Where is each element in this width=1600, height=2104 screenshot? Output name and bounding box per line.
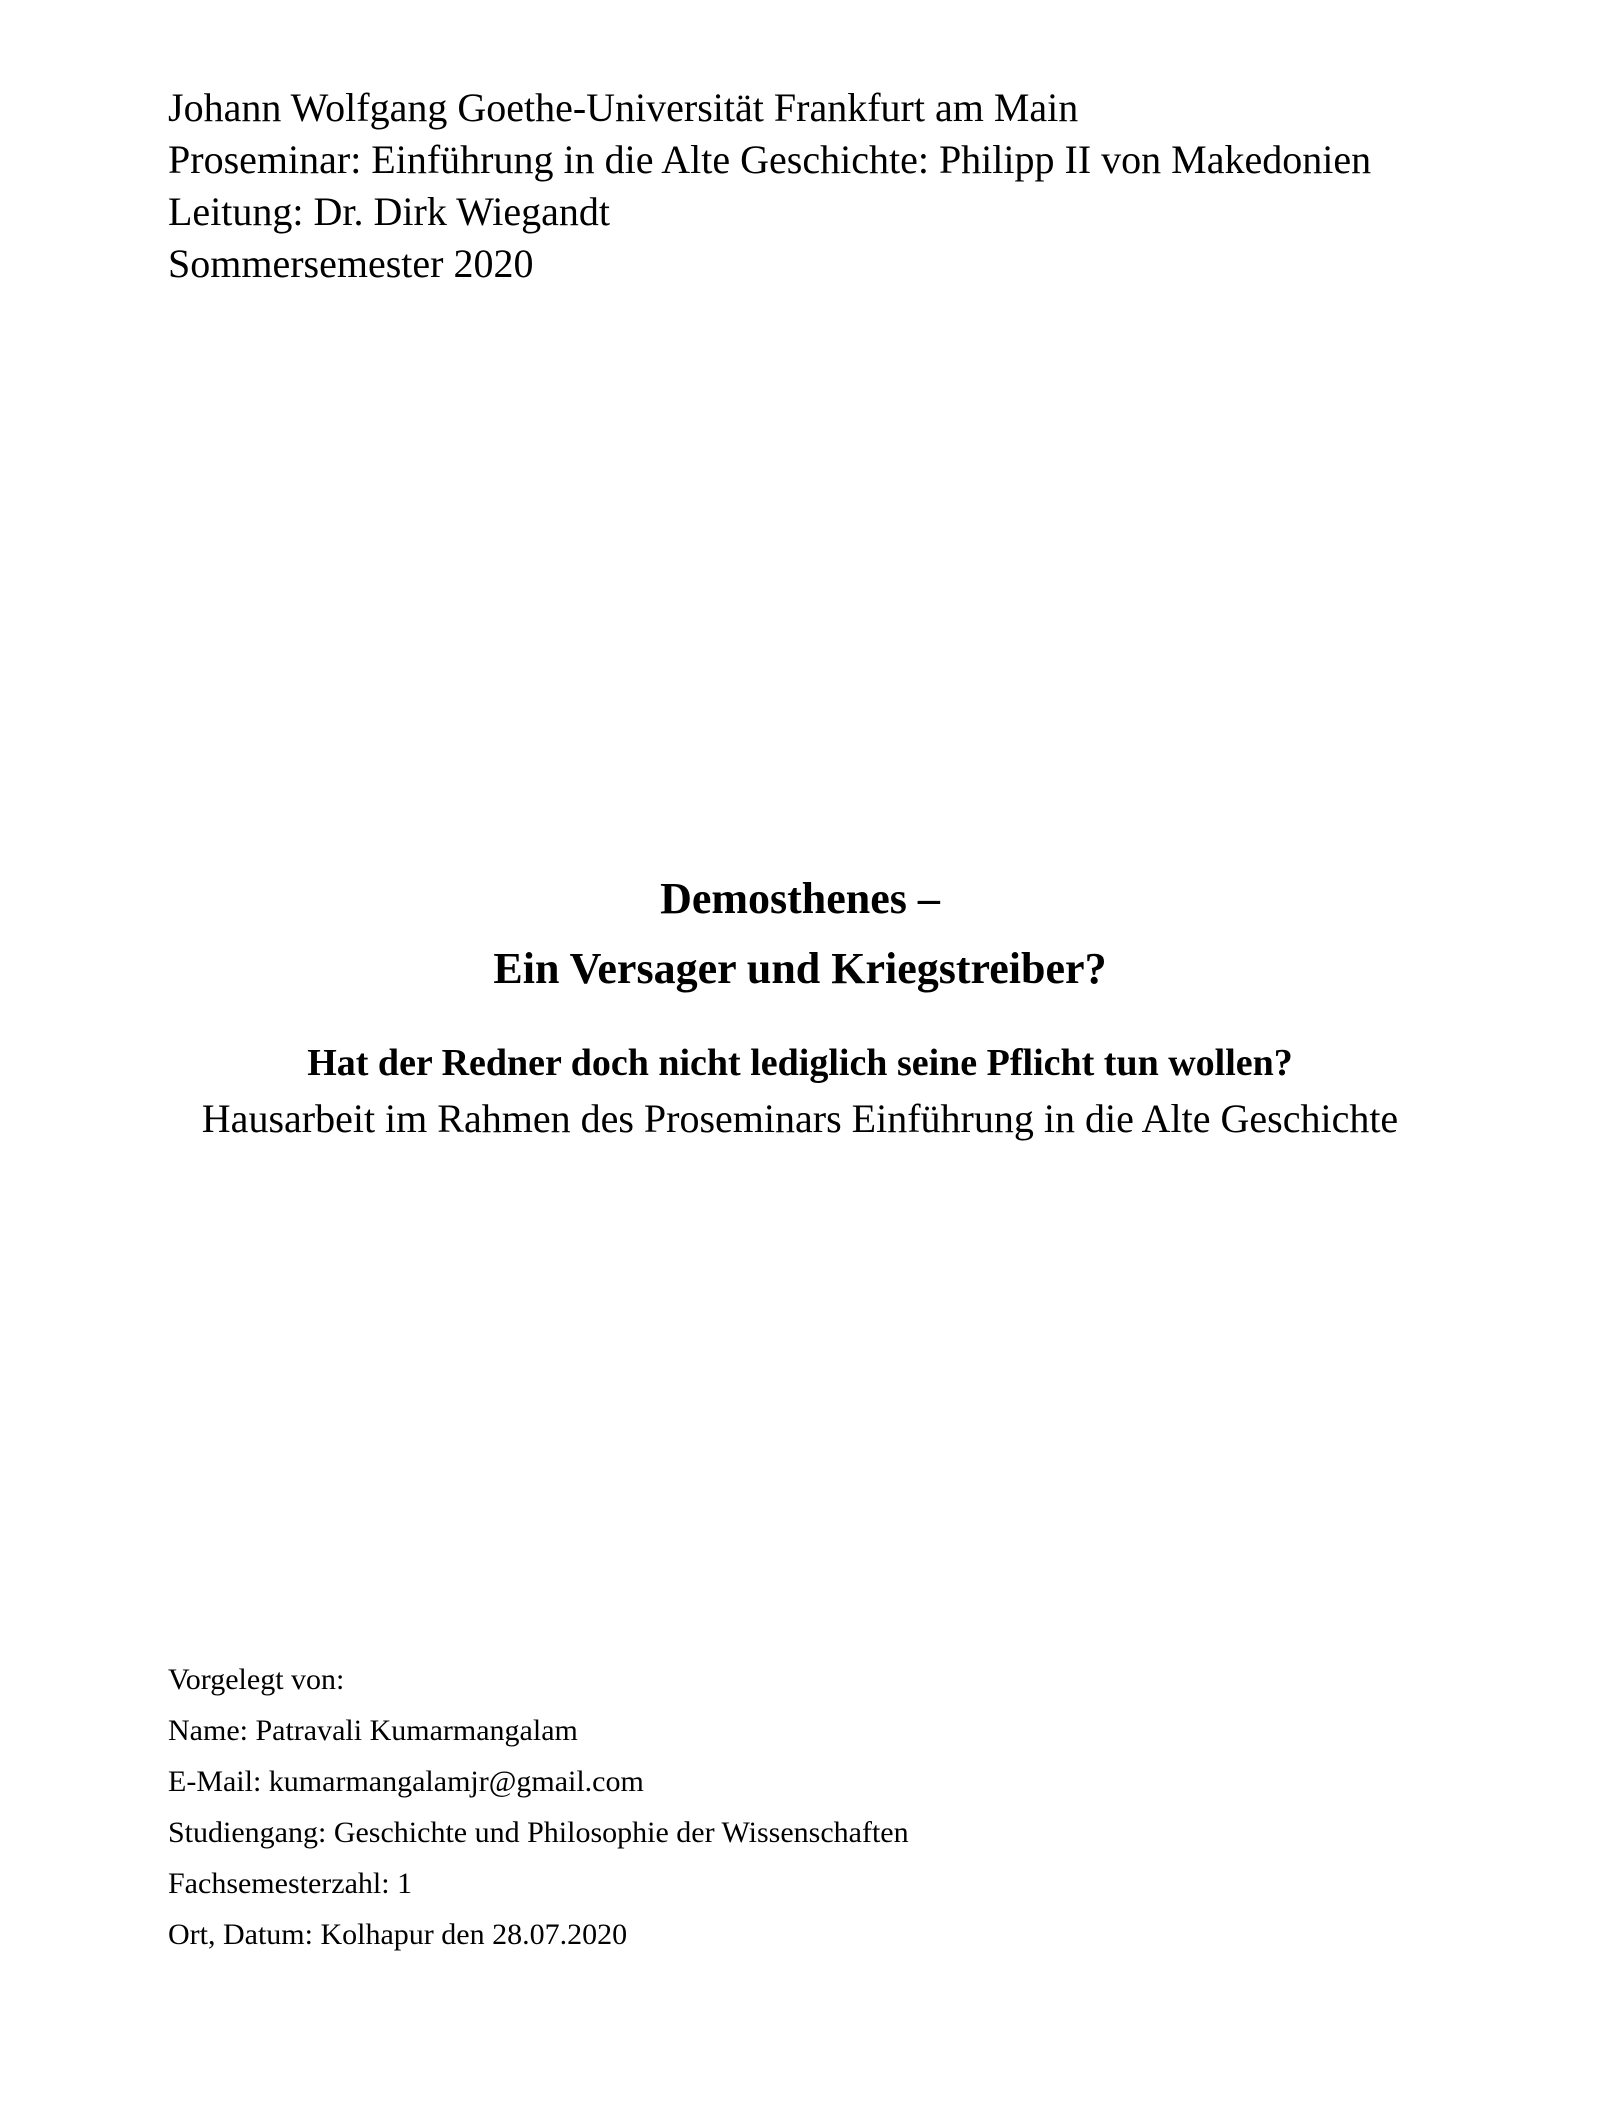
subtitle: Hat der Redner doch nicht lediglich seine Pflicht tun wollen?: [307, 1042, 1293, 1084]
paper-description: Hausarbeit im Rahmen des Proseminars Einführung in die Alte Geschichte: [201, 1096, 1399, 1141]
author-email: E-Mail: kumarmangalamjr@gmail.com: [168, 1765, 644, 1798]
header-block: [168, 82, 1408, 290]
place-date: Ort, Datum: Kolhapur den 28.07.2020: [168, 1918, 628, 1951]
seminar-name: Proseminar: Einführung in die Alte Geschichte: Philipp II von Makedonien: [168, 137, 1372, 182]
title-block: [168, 864, 1432, 1150]
submitted-by-label: Vorgelegt von:: [168, 1663, 345, 1696]
semester-term: Sommersemester 2020: [168, 241, 534, 286]
submission-block: [168, 1654, 1408, 1960]
title-line-2: Ein Versager und Kriegstreiber?: [493, 944, 1107, 993]
page-title: [168, 864, 1432, 1004]
university-name: Johann Wolfgang Goethe-Universität Frankfurt am Main: [168, 85, 1079, 130]
instructor: Leitung: Dr. Dirk Wiegandt: [168, 189, 611, 234]
title-line-1: Demosthenes –: [660, 874, 940, 923]
semester-count: Fachsemesterzahl: 1: [168, 1867, 413, 1900]
study-program: Studiengang: Geschichte und Philosophie der Wissenschaften: [168, 1816, 909, 1849]
author-name: Name: Patravali Kumarmangalam: [168, 1714, 578, 1747]
